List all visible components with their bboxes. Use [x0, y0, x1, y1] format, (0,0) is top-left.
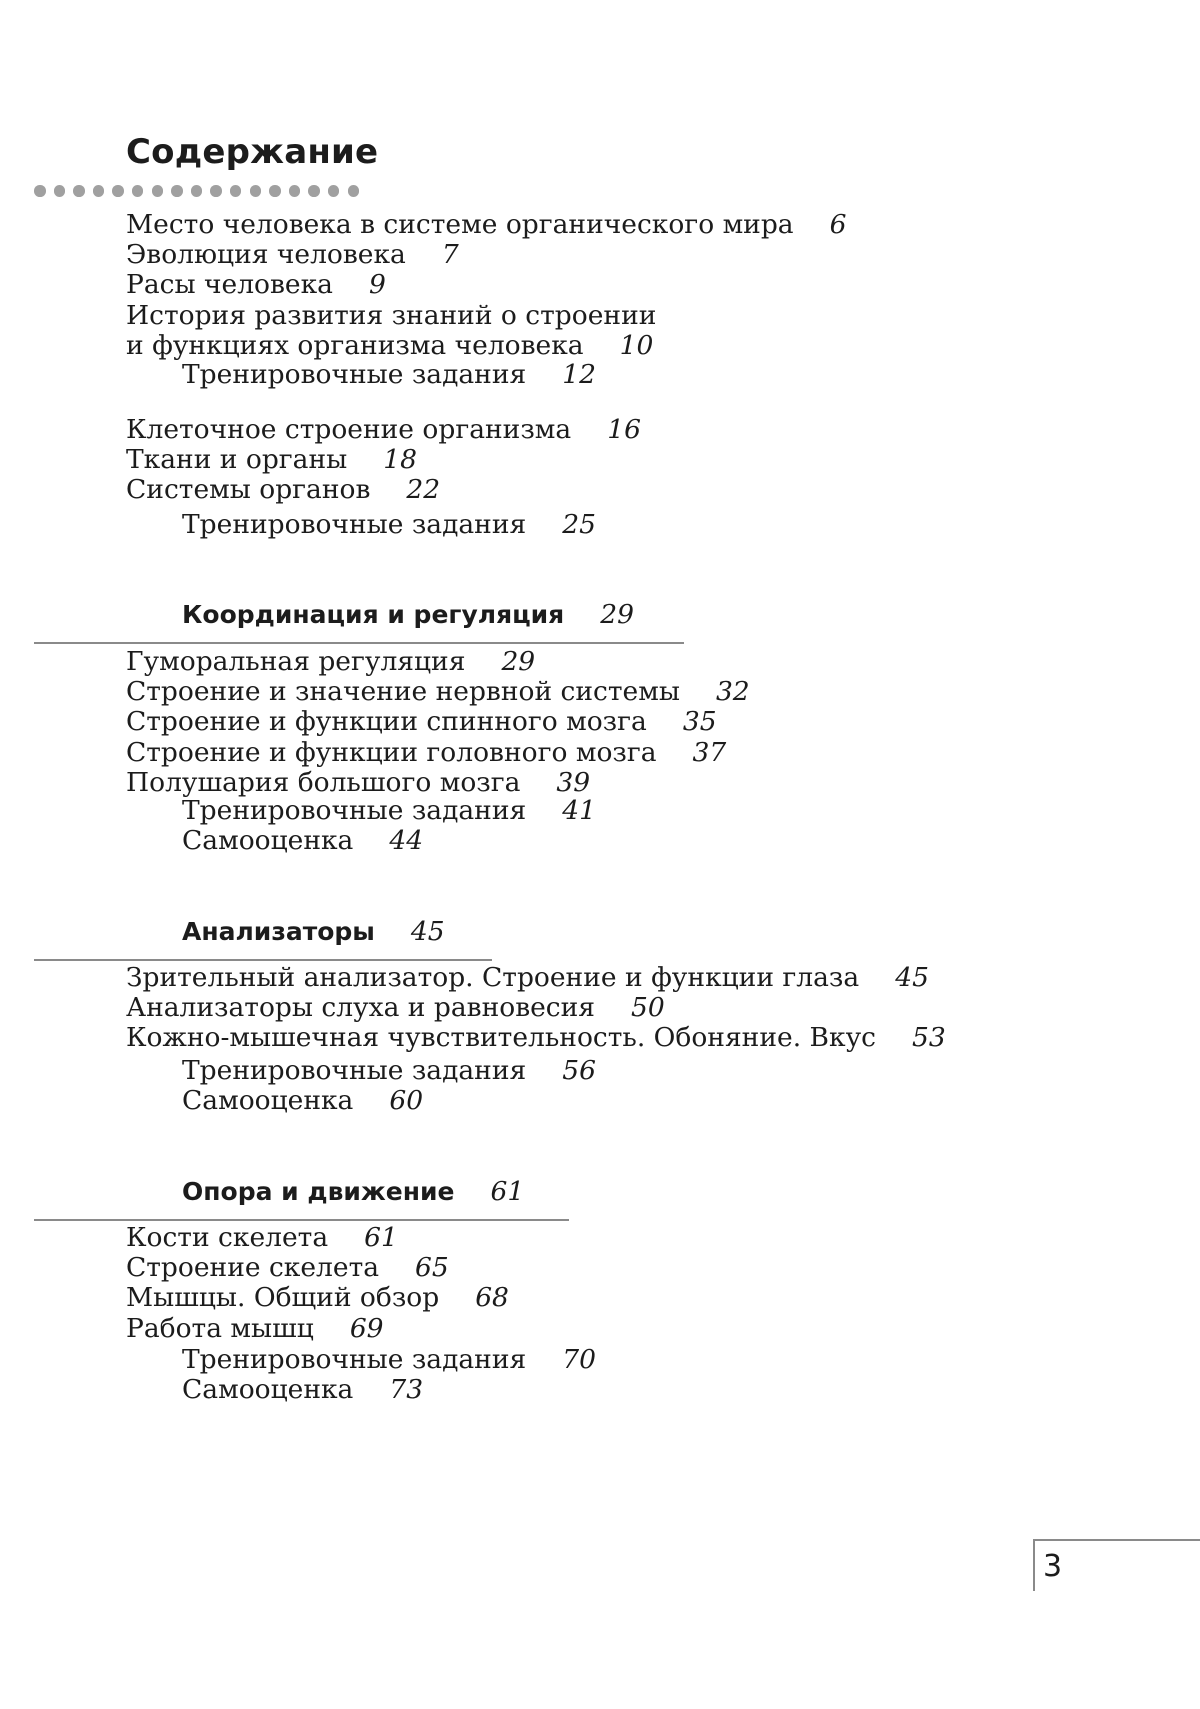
chapter-underline — [34, 1219, 569, 1221]
toc-entry-page-number: 22 — [406, 474, 441, 506]
toc-entry-page-number: 6 — [829, 209, 847, 240]
chapter-heading-page-number: 45 — [410, 916, 445, 947]
toc-entry — [126, 1283, 509, 1313]
toc-subentry-text: Тренировочные задания — [182, 509, 527, 540]
toc-subentry-text: Самооценка — [182, 825, 354, 857]
chapter-heading — [182, 600, 634, 630]
toc-entry-page-number: 68 — [475, 1282, 509, 1314]
toc-subentry-page-number: 70 — [562, 1344, 596, 1375]
toc-entry-text: Ткани и органы — [126, 444, 348, 476]
toc-subentry — [182, 360, 596, 390]
toc-entry — [126, 647, 535, 677]
ornament-dot — [210, 185, 222, 197]
toc-entry — [126, 993, 665, 1023]
page-number: 3 — [1043, 1549, 1063, 1584]
ornament-dot — [289, 185, 301, 197]
chapter-underline — [34, 642, 684, 644]
toc-entry — [126, 240, 459, 270]
toc-entry-page-number: 61 — [364, 1222, 398, 1253]
toc-entry — [126, 963, 929, 993]
toc-subentry — [182, 1086, 423, 1116]
toc-entry-page-number: 69 — [349, 1312, 384, 1344]
page-title: Содержание — [126, 132, 379, 172]
toc-subentry — [182, 1345, 596, 1375]
chapter-heading — [182, 917, 445, 947]
toc-entry-text: Строение и значение нервной системы — [126, 676, 680, 708]
ornament-dot — [230, 185, 242, 197]
toc-subentry-text: Самооценка — [182, 1085, 354, 1117]
toc-entry — [126, 738, 726, 768]
toc-entry-text: Эволюция человека — [126, 239, 406, 271]
toc-entry — [126, 677, 750, 707]
toc-entry — [126, 1314, 384, 1344]
toc-entry — [126, 301, 656, 331]
chapter-heading-text: Анализаторы — [182, 917, 375, 946]
toc-entry — [126, 415, 641, 445]
ornament-dot — [73, 185, 85, 197]
ornament-dot — [250, 185, 262, 197]
toc-subentry-text: Тренировочные задания — [182, 1055, 527, 1086]
toc-entry-text: Системы органов — [126, 474, 371, 506]
toc-entry-text: Кожно-мышечная чувствительность. Обоняние. Вкус — [126, 1022, 877, 1054]
toc-entry — [126, 1253, 449, 1283]
ornament-dot — [152, 185, 164, 197]
toc-entry-page-number: 45 — [895, 962, 929, 993]
chapter-heading-page-number: 29 — [600, 599, 634, 630]
toc-entry-text: Расы человека — [126, 269, 333, 301]
ornament-dot — [171, 185, 183, 197]
toc-entry-page-number: 39 — [556, 766, 591, 798]
toc-subentry-text: Тренировочные задания — [182, 1344, 527, 1375]
chapter-heading-text: Координация и регуляция — [182, 600, 565, 629]
toc-entry-page-number: 65 — [415, 1252, 449, 1284]
toc-entry-text: Кости скелета — [126, 1222, 329, 1253]
toc-entry-page-number: 32 — [715, 676, 750, 708]
toc-entry-page-number: 50 — [631, 992, 665, 1024]
ornament-dot — [112, 185, 124, 197]
toc-subentry-text: Самооценка — [182, 1374, 354, 1406]
toc-subentry — [182, 1375, 423, 1405]
toc-entry-text: История развития знаний о строении — [126, 299, 657, 331]
toc-entry-text: Строение и функции головного мозга — [126, 736, 657, 768]
toc-entry — [126, 768, 590, 798]
toc-subentry — [182, 510, 596, 540]
toc-entry-page-number: 53 — [912, 1022, 946, 1054]
toc-entry — [126, 210, 847, 240]
ornament-dot — [34, 185, 46, 197]
toc-subentry-page-number: 41 — [562, 795, 596, 826]
toc-subentry — [182, 826, 423, 856]
toc-subentry-page-number: 60 — [389, 1085, 424, 1117]
title-dot-ornament — [34, 185, 394, 199]
toc-entry-text: Место человека в системе органического мира — [126, 209, 794, 240]
toc-entry-text: Строение скелета — [126, 1252, 380, 1284]
toc-entry-text: Клеточное строение организма — [126, 414, 572, 445]
toc-subentry-text: Тренировочные задания — [182, 359, 527, 390]
toc-entry-text: Зрительный анализатор. Строение и функции глаза — [126, 962, 860, 993]
toc-entry-text: Полушария большого мозга — [126, 766, 521, 798]
toc-entry — [126, 1223, 398, 1253]
toc-entry — [126, 331, 653, 361]
chapter-heading — [182, 1177, 524, 1207]
ornament-dot — [269, 185, 281, 197]
toc-entry-text: и функциях организма человека — [126, 329, 584, 361]
ornament-dot — [308, 185, 320, 197]
ornament-dot — [132, 185, 144, 197]
toc-entry-page-number: 10 — [619, 329, 654, 361]
chapter-heading-text: Опора и движение — [182, 1177, 455, 1206]
toc-entry-text: Строение и функции спинного мозга — [126, 706, 647, 738]
toc-entry-page-number: 16 — [607, 414, 641, 445]
toc-subentry-page-number: 12 — [562, 359, 596, 390]
toc-entry-page-number: 35 — [682, 706, 717, 738]
toc-entry — [126, 707, 717, 737]
toc-entry — [126, 445, 417, 475]
toc-entry-page-number: 7 — [441, 239, 459, 271]
toc-entry-page-number: 37 — [692, 736, 727, 768]
chapter-heading-page-number: 61 — [490, 1176, 525, 1207]
ornament-dot — [191, 185, 203, 197]
toc-entry-text: Мышцы. Общий обзор — [126, 1282, 440, 1314]
toc-subentry — [182, 1056, 596, 1086]
toc-entry-text: Анализаторы слуха и равновесия — [126, 992, 596, 1024]
toc-entry-text: Работа мышц — [126, 1312, 314, 1344]
toc-entry — [126, 475, 440, 505]
toc-entry-text: Гуморальная регуляция — [126, 646, 466, 677]
ornament-dot — [328, 185, 340, 197]
toc-subentry-page-number: 44 — [389, 825, 424, 857]
ornament-dot — [54, 185, 66, 197]
toc-subentry-page-number: 25 — [562, 509, 596, 540]
toc-entry-page-number: 29 — [501, 646, 536, 677]
toc-subentry-page-number: 56 — [562, 1055, 596, 1086]
toc-entry — [126, 1023, 946, 1053]
ornament-dot — [93, 185, 105, 197]
toc-entry — [126, 270, 386, 300]
toc-subentry — [182, 796, 596, 826]
ornament-dot — [348, 185, 360, 197]
toc-entry-page-number: 9 — [368, 269, 386, 301]
chapter-underline — [34, 959, 492, 961]
toc-entry-page-number: 18 — [383, 444, 417, 476]
toc-subentry-text: Тренировочные задания — [182, 795, 527, 826]
toc-subentry-page-number: 73 — [389, 1374, 424, 1406]
